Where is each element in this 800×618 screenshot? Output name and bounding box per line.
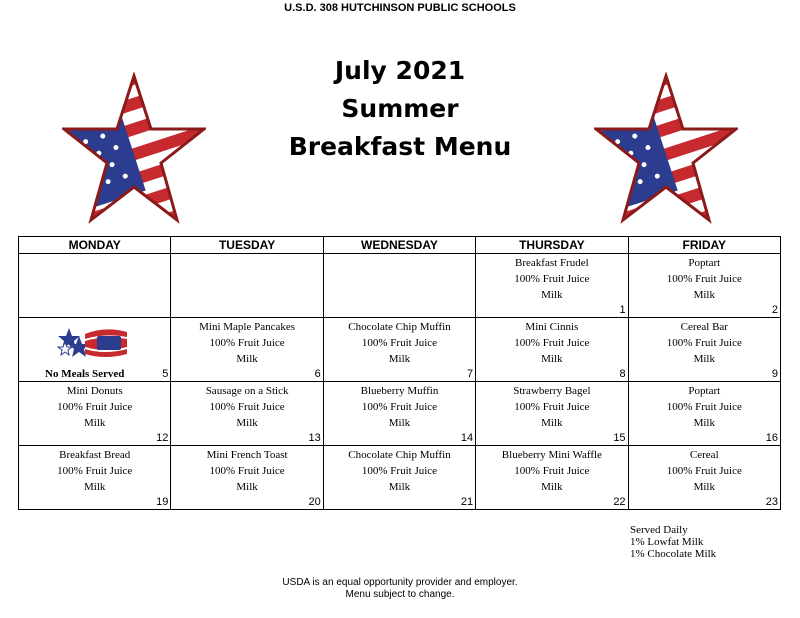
day-cell-wednesday <box>323 446 475 510</box>
menu-items <box>476 254 627 303</box>
menu-items <box>171 446 322 495</box>
day-cell-thursday <box>476 446 628 510</box>
day-cell-monday <box>19 318 171 382</box>
served-daily-item: 1% Chocolate Milk <box>630 548 717 560</box>
menu-item: Milk <box>83 417 106 429</box>
menu-item: 100% Fruit Juice <box>209 465 285 477</box>
menu-items <box>629 254 780 303</box>
day-number: 7 <box>467 368 474 380</box>
footer-menu-note: Menu subject to change. <box>345 589 455 600</box>
organization-name: U.S.D. 308 HUTCHINSON PUBLIC SCHOOLS <box>284 2 516 14</box>
week-row <box>19 318 781 382</box>
menu-items <box>19 382 170 431</box>
menu-items <box>19 318 170 319</box>
menu-item: Blueberry Muffin <box>360 385 439 397</box>
footer <box>0 577 800 601</box>
menu-item: Mini Maple Pancakes <box>199 321 296 333</box>
menu-items <box>629 446 780 495</box>
menu-item: 100% Fruit Juice <box>57 401 133 413</box>
menu-item: 100% Fruit Juice <box>514 401 590 413</box>
menu-item: 100% Fruit Juice <box>666 273 742 285</box>
day-cell-tuesday <box>171 318 323 382</box>
menu-items <box>629 382 780 431</box>
menu-items <box>476 446 627 495</box>
flag-star-right-icon <box>594 72 738 224</box>
menu-item: 100% Fruit Juice <box>514 273 590 285</box>
menu-items <box>476 318 627 367</box>
day-number: 23 <box>765 496 778 508</box>
day-cell-thursday <box>476 254 628 318</box>
menu-item: Milk <box>541 417 563 429</box>
menu-item: Breakfast Bread <box>59 449 131 461</box>
menu-item: 100% Fruit Juice <box>209 337 285 349</box>
footer-usda-statement: USDA is an equal opportunity provider and employer. <box>282 577 518 588</box>
menu-item: Poptart <box>688 257 721 269</box>
day-number: 16 <box>765 432 778 444</box>
menu-item: Milk <box>83 481 106 493</box>
served-daily-heading: Served Daily <box>630 524 688 536</box>
menu-item: Milk <box>236 417 258 429</box>
title-menu: Breakfast Menu <box>288 132 512 161</box>
day-cell-wednesday <box>323 318 475 382</box>
menu-item: 100% Fruit Juice <box>514 337 590 349</box>
menu-item: 100% Fruit Juice <box>361 337 438 349</box>
flag-star-left-icon <box>62 72 206 224</box>
day-cell-monday <box>19 382 171 446</box>
title-month: July 2021 <box>334 56 466 85</box>
day-number: 8 <box>619 368 626 380</box>
menu-item: Mini French Toast <box>206 449 288 461</box>
menu-item: Milk <box>388 353 411 365</box>
day-cell-friday <box>628 318 780 382</box>
day-number: 19 <box>156 496 169 508</box>
day-number: 22 <box>613 496 626 508</box>
menu-item: Milk <box>693 481 715 493</box>
title-season: Summer <box>341 94 459 123</box>
menu-items <box>171 382 322 431</box>
menu-item: Milk <box>541 289 563 301</box>
day-number: 14 <box>460 432 474 444</box>
day-number: 15 <box>613 432 626 444</box>
day-cell-monday <box>19 446 171 510</box>
menu-calendar <box>18 236 781 510</box>
menu-item: 100% Fruit Juice <box>361 401 438 413</box>
weekday-tuesday: TUESDAY <box>171 237 323 254</box>
day-cell-thursday <box>476 318 628 382</box>
menu-item: Strawberry Bagel <box>513 385 591 397</box>
menu-item: 100% Fruit Juice <box>666 401 742 413</box>
menu-item: 100% Fruit Juice <box>361 465 438 477</box>
served-daily <box>630 524 716 560</box>
menu-item: Milk <box>693 353 715 365</box>
menu-item: Milk <box>541 481 563 493</box>
menu-item: Milk <box>388 481 411 493</box>
day-number: 12 <box>156 432 169 444</box>
no-meals-note: No Meals Served <box>45 368 125 380</box>
day-number: 1 <box>619 304 626 316</box>
week-row <box>19 254 781 318</box>
menu-item: Poptart <box>688 385 721 397</box>
menu-items <box>171 318 322 367</box>
menu-items <box>476 382 627 431</box>
weekday-thursday: THURSDAY <box>476 237 628 254</box>
menu-items <box>324 382 475 431</box>
day-cell-tuesday <box>171 382 323 446</box>
menu-items <box>19 446 170 495</box>
menu-item: Milk <box>388 417 411 429</box>
day-cell-wednesday <box>323 254 475 318</box>
weekday-monday: MONDAY <box>19 237 171 254</box>
day-number: 9 <box>771 368 778 380</box>
day-cell-friday <box>628 382 780 446</box>
day-cell-monday <box>19 254 171 318</box>
menu-item: 100% Fruit Juice <box>666 337 742 349</box>
menu-items <box>171 254 322 255</box>
fourth-of-july-icon <box>57 324 129 362</box>
day-cell-wednesday <box>323 382 475 446</box>
weekday-header-row <box>19 237 781 254</box>
menu-item: 100% Fruit Juice <box>666 465 742 477</box>
day-number: 6 <box>314 368 321 380</box>
menu-item: 100% Fruit Juice <box>209 401 285 413</box>
day-number: 2 <box>771 304 778 316</box>
weekday-wednesday: WEDNESDAY <box>323 237 475 254</box>
day-number: 5 <box>162 368 169 380</box>
week-row <box>19 382 781 446</box>
menu-items <box>324 318 475 367</box>
day-number: 21 <box>460 496 474 508</box>
day-cell-friday <box>628 254 780 318</box>
day-cell-friday <box>628 446 780 510</box>
menu-item: Mini Donuts <box>66 385 123 397</box>
menu-item: 100% Fruit Juice <box>514 465 590 477</box>
menu-item: Blueberry Mini Waffle <box>501 449 602 461</box>
menu-items <box>629 318 780 367</box>
served-daily-item: 1% Lowfat Milk <box>630 536 704 548</box>
day-cell-tuesday <box>171 254 323 318</box>
weekday-friday: FRIDAY <box>628 237 780 254</box>
menu-item: Cereal Bar <box>680 321 728 333</box>
menu-item: Milk <box>236 353 258 365</box>
menu-items <box>324 446 475 495</box>
menu-item: Breakfast Frudel <box>515 257 589 269</box>
menu-item: Sausage on a Stick <box>205 385 289 397</box>
day-number: 20 <box>308 496 321 508</box>
week-row <box>19 446 781 510</box>
menu-items <box>19 254 170 255</box>
menu-item: Chocolate Chip Muffin <box>348 449 451 461</box>
menu-item: Milk <box>541 353 563 365</box>
day-number: 13 <box>308 432 321 444</box>
menu-item: Milk <box>693 289 715 301</box>
day-cell-thursday <box>476 382 628 446</box>
menu-item: Milk <box>236 481 258 493</box>
menu-item: Mini Cinnis <box>525 321 579 333</box>
day-cell-tuesday <box>171 446 323 510</box>
menu-item: Milk <box>693 417 715 429</box>
menu-item: Chocolate Chip Muffin <box>348 321 451 333</box>
menu-item: Cereal <box>689 449 719 461</box>
menu-item: 100% Fruit Juice <box>57 465 133 477</box>
menu-items <box>324 254 475 255</box>
